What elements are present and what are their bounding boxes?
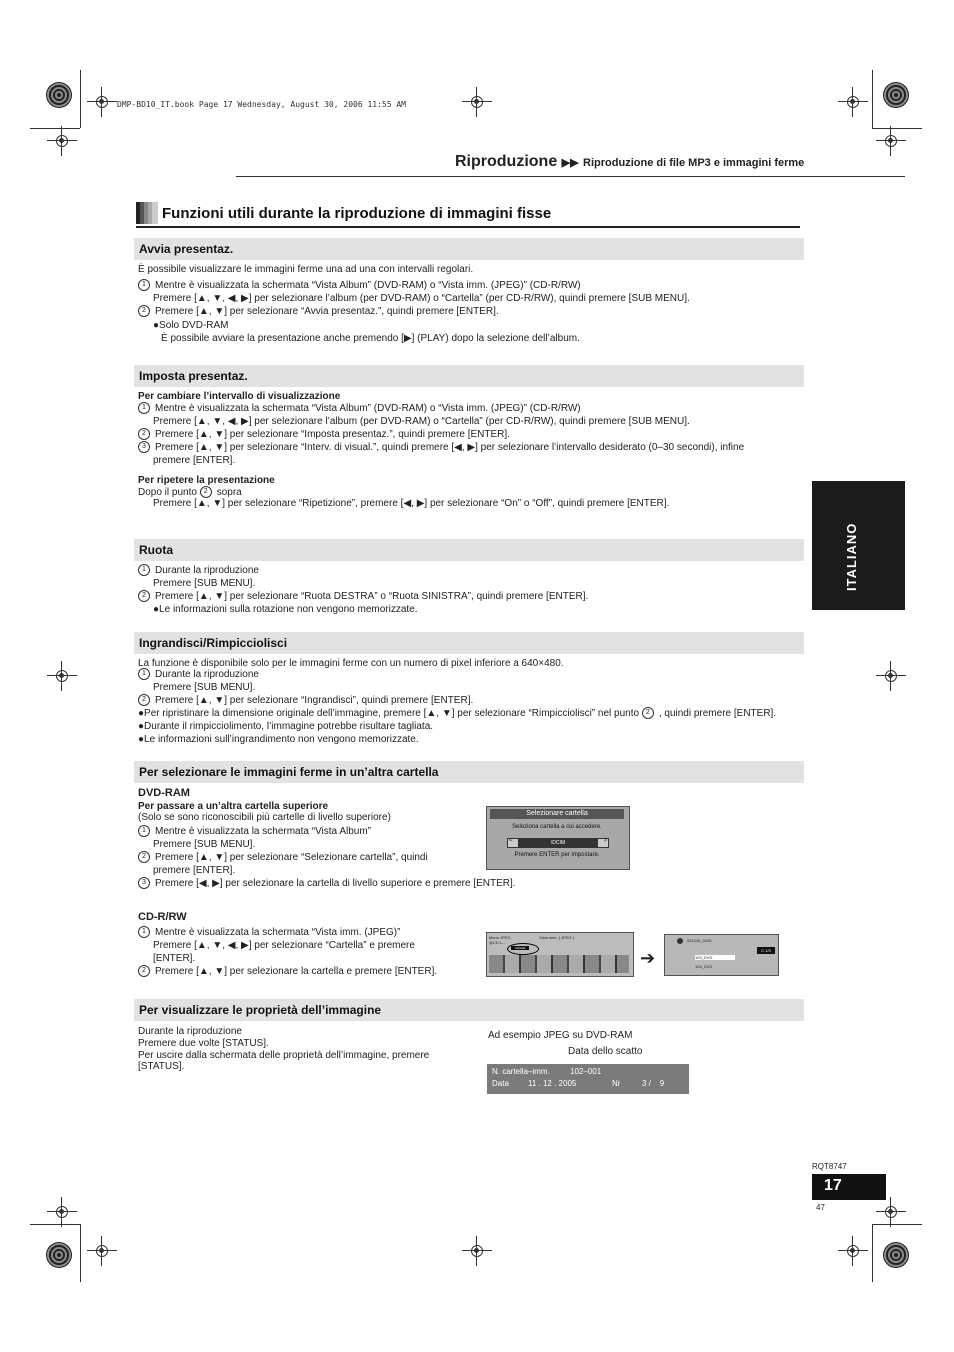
dvd-ram-step-1-cont: Premere [SUB MENU]. (153, 839, 256, 850)
avvia-note-text: È possibile avviare la presentazione anche premendo [▶] (PLAY) dopo la selezione dell’album. (161, 333, 580, 344)
section-avvia-heading: Avvia presentaz. (134, 238, 804, 260)
select-folder-screen (486, 806, 630, 870)
registration-target-top-right (883, 82, 909, 108)
cd-rw-title: CD-R/RW (138, 911, 187, 923)
select-folder-prompt: Seleziona cartella a cui accedere. (512, 824, 602, 830)
dvd-ram-note: (Solo se sono riconoscibili più cartelle di livello superiore) (138, 812, 391, 823)
next-arrow-icon: ➔ (640, 948, 656, 968)
info-date-value: 11 . 12 . 2005 (528, 1079, 577, 1088)
cd-rw-step-1: 1 Mentre è visualizzata la schermata “Vista imm. (JPEG)” (138, 926, 400, 939)
crosshair-mark (47, 1197, 77, 1227)
header-subtitle: Riproduzione di file MP3 e immagini ferme (583, 157, 805, 169)
registration-target-bottom-left (46, 1242, 72, 1268)
language-tab (812, 481, 905, 610)
select-folder-field (507, 838, 609, 848)
avvia-step-1-cont: Premere [▲, ▼, ◀, ▶] per selezionare l’album (per DVD-RAM) o “Cartella” (per CD-R/RW), quindi premere [SUB MENU]. (153, 293, 690, 304)
cd-rw-step-2: 2 Premere [▲, ▼] per selezionare la cartella e premere [ENTER]. (138, 965, 437, 978)
info-date-label: Data (492, 1079, 509, 1088)
crosshair-mark (462, 1236, 492, 1266)
crosshair-mark (876, 661, 906, 691)
crop-line (80, 70, 81, 128)
ingrandisci-step-1: 1 Durante la riproduzione (138, 668, 259, 681)
ingrandisci-intro: La funzione è disponibile solo per le immagini ferme con un numero di pixel inferiore a 640×480. (138, 658, 564, 669)
crosshair-mark (87, 87, 117, 117)
jpeg-view-screen (486, 932, 634, 977)
main-title: Funzioni utili durante la riproduzione di immagini fisse (162, 205, 552, 222)
info-folder-value: 102–001 (570, 1067, 602, 1076)
imposta-step-3-cont: premere [ENTER]. (153, 455, 236, 466)
folder-button-label: Cartella (511, 946, 529, 950)
image-info-panel (487, 1064, 689, 1094)
crop-line (80, 1224, 81, 1282)
title-bar-marker (136, 202, 158, 224)
crop-line (872, 1224, 922, 1225)
imposta-step-1: 1 Mentre è visualizzata la schermata “Vista Album” (DVD-RAM) o “Vista imm. (JPEG)” (CD-R/RW) (138, 402, 581, 415)
ruota-step-1-cont: Premere [SUB MENU]. (153, 578, 256, 589)
header-title: Riproduzione (455, 153, 558, 170)
section-cartella-heading: Per selezionare le immagini ferme in un’altra cartella (134, 761, 804, 783)
imposta-step-3: 3 Premere [▲, ▼] per selezionare “Interv. di visual.”, quindi premere [◀, ▶] per selezionare l’intervallo desiderato (0–30 secondi), infine (138, 441, 744, 454)
main-title-rule (136, 226, 800, 228)
proprieta-line-1: Durante la riproduzione (138, 1026, 242, 1037)
date-caption: Data dello scatto (568, 1046, 643, 1057)
proprieta-line-4: [STATUS]. (138, 1061, 185, 1072)
info-nr-label: Nr (612, 1079, 621, 1088)
crosshair-mark (876, 1197, 906, 1227)
section-imposta-heading: Imposta presentaz. (134, 365, 804, 387)
avvia-note: ●Solo DVD-RAM (153, 320, 229, 331)
disc-icon (677, 938, 683, 944)
ingrandisci-step-1-cont: Premere [SUB MENU]. (153, 682, 256, 693)
folder-list-screen (664, 934, 779, 976)
jpeg-menu-label: Menu JPEG (489, 935, 511, 940)
avvia-intro: È possibile visualizzare le immagini ferme una ad una con intervalli regolari. (138, 264, 474, 275)
folder-top-label: 001216_0026 (687, 938, 712, 943)
imposta-step-2: 2 Premere [▲, ▼] per selezionare “Imposta presentaz.”, quindi premere [ENTER]. (138, 428, 510, 441)
cd-rw-step-1-cont: Premere [▲, ▼, ◀, ▶] per selezionare “Cartella” e premere (153, 940, 415, 951)
dvd-ram-step-3: 3 Premere [◀, ▶] per selezionare la cartella di livello superiore e premere [ENTER]. (138, 877, 516, 890)
crop-line (872, 1224, 873, 1282)
header-arrows: ▶▶ (561, 157, 579, 169)
page-number-box (812, 1174, 886, 1200)
crosshair-mark (47, 661, 77, 691)
crosshair-mark (838, 87, 868, 117)
select-folder-value: \DCIM (518, 839, 598, 847)
imposta-repeat-ref: Dopo il punto 2 sopra (138, 487, 242, 498)
left-arrow-icon: < (509, 838, 513, 844)
page-number: 17 (824, 1177, 842, 1194)
imposta-repeat-step: Premere [▲, ▼] per selezionare “Ripetizione”, premere [◀, ▶] per selezionare “On” o “Off”, quindi premere [ENTER]. (153, 498, 670, 509)
crosshair-mark (876, 126, 906, 156)
crop-line (872, 70, 873, 128)
folder-item-b: 104_DVD (695, 964, 713, 969)
section-proprieta-heading: Per visualizzare le proprietà dell’immagine (134, 999, 804, 1021)
example-label: Ad esempio JPEG su DVD-RAM (488, 1030, 633, 1041)
dvd-ram-step-2-cont: premere [ENTER]. (153, 865, 236, 876)
folder-counter: C 1/3 (757, 947, 775, 954)
ingrandisci-note-2: ●Durante il rimpicciolimento, l’immagine potrebbe risultare tagliata. (138, 721, 434, 732)
page-small-number: 47 (816, 1203, 825, 1212)
header-rule (236, 176, 905, 177)
crosshair-mark (838, 1236, 868, 1266)
dvd-ram-title: DVD-RAM (138, 787, 190, 799)
crop-line (872, 128, 922, 129)
ruota-step-1: 1 Durante la riproduzione (138, 564, 259, 577)
crosshair-mark (47, 126, 77, 156)
ingrandisci-step-2: 2 Premere [▲, ▼] per selezionare “Ingrandisci”, quindi premere [ENTER]. (138, 694, 473, 707)
imposta-step-1-cont: Premere [▲, ▼, ◀, ▶] per selezionare l’album (per DVD-RAM) o “Cartella” (per CD-R/RW), quindi premere [SUB MENU]. (153, 416, 690, 427)
info-folder-label: N. cartella–imm. (492, 1067, 550, 1076)
ingrandisci-note-1: ●Per ripristinare la dimensione originale dell’immagine, premere [▲, ▼] per selezionare “Rimpicciolisci” nel punto 2 , quindi premere [ENTER]. (138, 708, 777, 719)
thumbnail-strip (489, 955, 629, 973)
imposta-subheading-1: Per cambiare l’intervallo di visualizzazione (138, 391, 341, 402)
proprieta-line-3: Per uscire dalla schermata delle proprietà dell’immagine, premere (138, 1050, 430, 1061)
right-arrow-icon: > (603, 838, 607, 844)
document-code: RQT8747 (812, 1162, 847, 1171)
language-tab-label: ITALIANO (844, 522, 859, 591)
jpeg-cd-label: @CD L... (489, 940, 506, 945)
ingrandisci-note-3: ●Le informazioni sull’ingrandimento non vengono memorizzate. (138, 734, 419, 745)
crosshair-mark (462, 87, 492, 117)
jpeg-view-label: Vista imm. ( JPEG ) (539, 935, 575, 940)
avvia-step-2: 2 Premere [▲, ▼] per selezionare “Avvia presentaz.”, quindi premere [ENTER]. (138, 305, 499, 318)
info-nr-value: 3 / 9 (642, 1079, 665, 1088)
ruota-note: ●Le informazioni sulla rotazione non vengono memorizzate. (153, 604, 418, 615)
dvd-ram-step-2: 2 Premere [▲, ▼] per selezionare “Selezionare cartella”, quindi (138, 851, 428, 864)
imposta-subheading-2: Per ripetere la presentazione (138, 475, 275, 486)
select-folder-footer: Premere ENTER per impostare. (514, 852, 600, 858)
cd-rw-step-1-cont2: [ENTER]. (153, 953, 196, 964)
crop-line (30, 1224, 80, 1225)
dvd-ram-step-1: 1 Mentre è visualizzata la schermata “Vista Album” (138, 825, 371, 838)
section-ruota-heading: Ruota (134, 539, 804, 561)
folder-item-a: 103_DVD (695, 955, 735, 960)
registration-target-bottom-right (883, 1242, 909, 1268)
dvd-ram-subheading: Per passare a un’altra cartella superiore (138, 801, 329, 812)
select-folder-title: Selezionare cartella (490, 809, 624, 819)
crosshair-mark (87, 1236, 117, 1266)
section-ingrandisci-heading: Ingrandisci/Rimpicciolisci (134, 632, 804, 654)
proprieta-line-2: Premere due volte [STATUS]. (138, 1038, 269, 1049)
ruota-step-2: 2 Premere [▲, ▼] per selezionare “Ruota DESTRA” o “Ruota SINISTRA”, quindi premere [ENTER]. (138, 590, 588, 603)
avvia-step-1: 1 Mentre è visualizzata la schermata “Vista Album” (DVD-RAM) o “Vista imm. (JPEG)” (CD-R/RW) (138, 279, 581, 292)
registration-target-top-left (46, 82, 72, 108)
book-info: DMP-BD10_IT.book Page 17 Wednesday, August 30, 2006 11:55 AM (117, 100, 406, 109)
crop-line (30, 128, 80, 129)
running-header (455, 153, 804, 171)
